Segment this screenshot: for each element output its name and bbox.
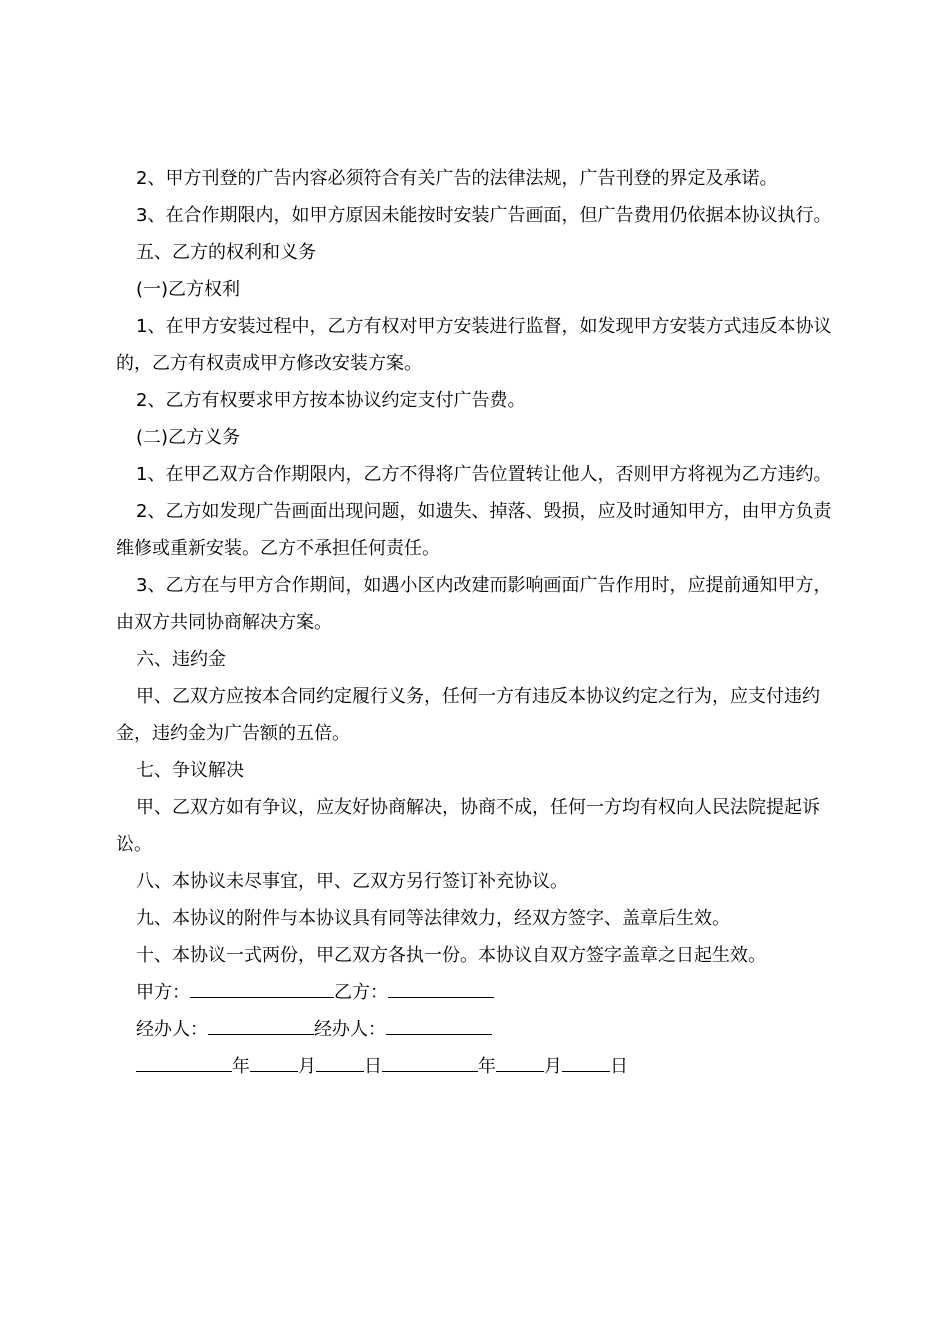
date-a-day: 日 [364,1056,382,1077]
date-a-month: 月 [298,1056,316,1077]
date-b-year-blank [382,1053,478,1072]
party-a-label: 甲方： [136,982,190,1003]
signature-parties-line [116,974,838,1011]
agent-a-blank [208,1016,314,1035]
subsection-party-b-rights: (一)乙方权利 [136,279,241,300]
section-9: 九、本协议的附件与本协议具有同等法律效力，经双方签字、盖章后生效。 [136,908,730,929]
section-7-heading: 七、争议解决 [136,760,244,781]
party-b-blank [388,979,494,998]
duties-clause-1: 1、在甲乙双方合作期限内，乙方不得将广告位置转让他人，否则甲方将视为乙方违约。 [136,464,832,485]
section-10: 十、本协议一式两份，甲乙双方各执一份。本协议自双方签字盖章之日起生效。 [136,945,766,966]
date-a-month-blank [250,1053,298,1072]
document-body [116,160,838,1085]
clause-4-3: 3、在合作期限内，如甲方原因未能按时安装广告画面，但广告费用仍依据本协议执行。 [136,205,832,226]
rights-clause-1: 1、在甲方安装过程中，乙方有权对甲方安装进行监督，如发现甲方安装方式违反本协议的，乙方有权责成甲方修改安装方案。 [116,316,832,374]
clause-4-2: 2、甲方刊登的广告内容必须符合有关广告的法律法规，广告刊登的界定及承诺。 [136,168,778,189]
section-5-heading: 五、乙方的权利和义务 [136,242,316,263]
date-b-month-blank [496,1053,544,1072]
signature-dates-line [116,1048,838,1085]
duties-clause-2: 2、乙方如发现广告画面出现问题，如遗失、掉落、毁损，应及时通知甲方，由甲方负责维修或重新安装。乙方不承担任何责任。 [116,501,832,559]
section-8: 八、本协议未尽事宜，甲、乙双方另行签订补充协议。 [136,871,568,892]
duties-clause-3: 3、乙方在与甲方合作期间，如遇小区内改建而影响画面广告作用时，应提前通知甲方，由双方共同协商解决方案。 [116,575,832,633]
dispute-clause: 甲、乙双方如有争议，应友好协商解决，协商不成，任何一方均有权向人民法院提起诉讼。 [116,797,820,855]
date-b-year: 年 [478,1056,496,1077]
party-a-blank [190,979,334,998]
agent-b-blank [386,1016,492,1035]
date-a-day-blank [316,1053,364,1072]
party-b-label: 乙方： [334,982,388,1003]
subsection-party-b-duties: (二)乙方义务 [136,427,241,448]
agent-a-label: 经办人： [136,1019,208,1040]
rights-clause-2: 2、乙方有权要求甲方按本协议约定支付广告费。 [136,390,526,411]
section-6-heading: 六、违约金 [136,649,226,670]
date-b-day: 日 [610,1056,628,1077]
date-b-month: 月 [544,1056,562,1077]
agent-b-label: 经办人： [314,1019,386,1040]
date-a-year-blank [136,1053,232,1072]
date-a-year: 年 [232,1056,250,1077]
penalty-clause: 甲、乙双方应按本合同约定履行义务，任何一方有违反本协议约定之行为，应支付违约金，违约金为广告额的五倍。 [116,686,820,744]
date-b-day-blank [562,1053,610,1072]
signature-agents-line [116,1011,838,1048]
